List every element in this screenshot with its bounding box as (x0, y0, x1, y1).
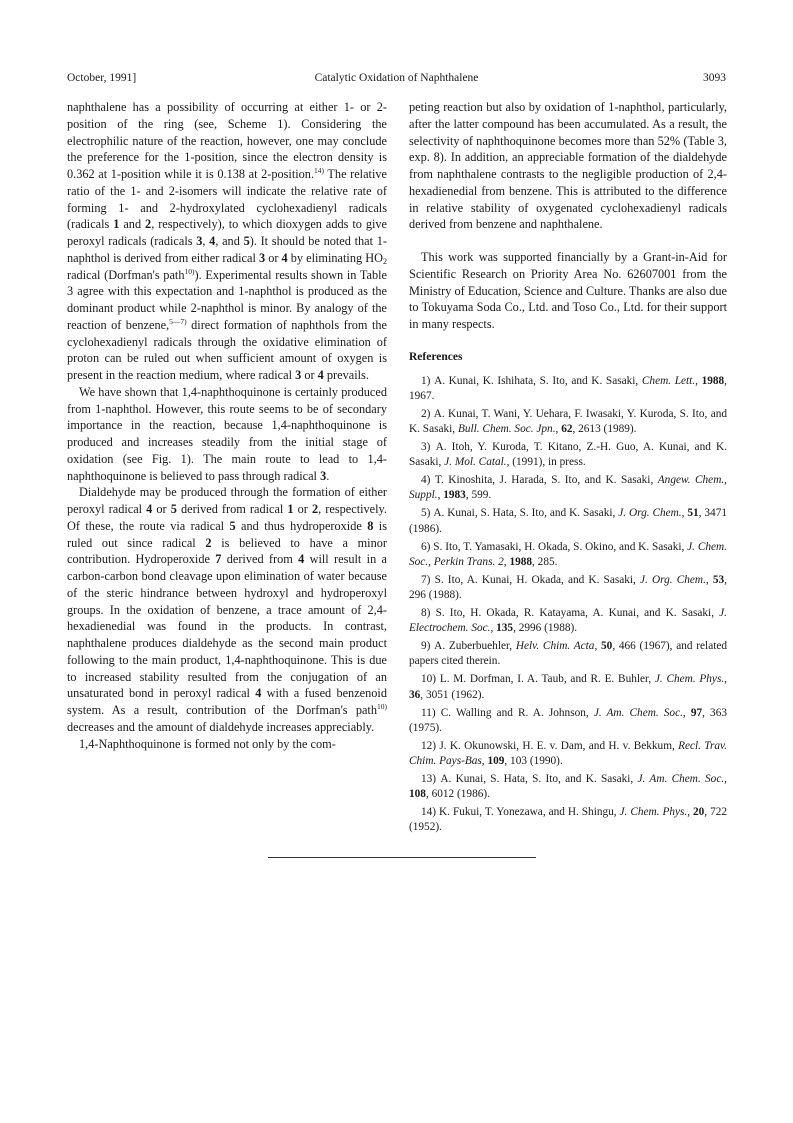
reference-number: 11) (421, 706, 436, 719)
reference-details: , 722 (1952). (409, 806, 728, 834)
reference-authors: K. Fukui, T. Yonezawa, and H. Shingu, (439, 806, 620, 819)
reference-authors: C. Walling and R. A. Johnson, (440, 706, 594, 719)
reference-volume: 20 (693, 806, 705, 819)
reference-item (409, 473, 727, 503)
reference-number: 2) (421, 407, 431, 420)
reference-number: 4) (421, 474, 431, 487)
reference-item (409, 374, 727, 404)
reference-volume: 108 (409, 788, 426, 801)
reference-journal: J. Mol. Catal. (444, 456, 507, 469)
reference-number: 10) (421, 673, 437, 686)
reference-details: , 2996 (1988). (513, 622, 578, 635)
reference-number: 14) (421, 806, 437, 819)
reference-journal: J. Chem. Phys. (654, 673, 725, 686)
reference-journal: Angew. Chem., Suppl. (409, 474, 727, 502)
reference-separator: , (481, 754, 488, 767)
reference-separator: , (724, 772, 727, 785)
reference-journal: J. Org. Chem. (640, 573, 706, 586)
reference-item (409, 772, 727, 802)
reference-number: 3) (421, 440, 431, 453)
reference-authors: A. Kunai, K. Ishihata, S. Ito, and K. Sasaki, (434, 374, 642, 387)
reference-separator: , (555, 422, 562, 435)
reference-separator: , (695, 374, 702, 387)
references-heading: References (409, 350, 463, 363)
reference-authors: T. Kinoshita, J. Harada, S. Ito, and K. Sasaki, (434, 474, 658, 487)
reference-details: , (1991), in press. (506, 456, 586, 469)
reference-details: , 285. (532, 555, 558, 568)
reference-number: 8) (421, 606, 431, 619)
reference-details: , 3051 (1962). (420, 688, 485, 701)
reference-journal: Helv. Chim. Acta (515, 640, 595, 653)
reference-authors: A. Kunai, T. Wani, Y. Uehara, F. Iwasaki, Y. Kuroda, S. Ito, and K. Sasaki, (409, 407, 727, 435)
paragraph-regioselectivity: naphthalene has a possibility of occurring at either 1- or 2-position of the ring (see, Scheme 1). Considering the electrophilic nature of the reaction, however, one may conclude the preference for the 1-position, since the electron density is 0.362 at 1-position while it is 0.138 at 2-position.$^{14)}$ The relative ratio of the 1- and 2-isomers will indicate the relative rate of forming 1- and 2-hydroxylated cyclohexadienyl radicals (radicals 1 and 2, respectively), to which dioxygen adds to give peroxyl radicals (radicals 3, 4, and 5). It should be noted that 1-naphthol is derived from either radical 3 or 4 by eliminating $HO_2$ radical (Dorfman's path$^{10)}$). Experimental results shown in Table 3 agree with this expectation and 1-naphthol is produced as the dominant product while 2-naphthol is minor. By analogy of the reaction of benzene,$^{5—7)}$ direct formation of naphthols from the cyclohexadienyl radicals through the oxidative elimination of proton can be ruled out when sufficient amount of oxygen is present in the reaction medium, where radical 3 or 4 prevails. (67, 100, 388, 382)
reference-details: , 599. (465, 489, 492, 502)
reference-separator: , (437, 489, 444, 502)
reference-journal: Chem. Lett. (641, 374, 696, 387)
reference-authors: S. Ito, T. Yamasaki, H. Okada, S. Okino, and K. Sasaki, (433, 540, 688, 553)
reference-journal: J. Electrochem. Soc. (409, 606, 727, 635)
header-title: Catalytic Oxidation of Naphthalene (314, 72, 479, 84)
reference-item (409, 706, 727, 736)
reference-list (409, 374, 727, 836)
citation: 5—7) (169, 316, 187, 326)
reference-separator: , (687, 806, 693, 819)
reference-volume: 53 (712, 573, 725, 586)
acknowledgment: This work was supported financially by a Grant-in-Aid for Scientific Research on Priority Area No. 62607001 from the Ministry of Education, Science and Culture. Thanks are also due to Tokuyama Soda Co., Ltd. and Toso Co., Ltd. for their support in many respects. (409, 250, 727, 331)
reference-item (409, 440, 727, 470)
reference-details: , 3471 (1986). (409, 507, 727, 535)
header-date: October, 1991] (67, 72, 137, 84)
reference-details: , 6012 (1986). (425, 788, 490, 801)
reference-volume: 1983 (443, 489, 466, 502)
citation: 10) (377, 702, 387, 711)
reference-volume: 50 (601, 640, 613, 653)
reference-item (409, 407, 727, 437)
citation: 14) (314, 166, 325, 175)
reference-journal: Recl. Trav. Chim. Pays-Bas (409, 739, 728, 767)
reference-journal: J. Am. Chem. Soc. (593, 706, 683, 719)
reference-journal: Bull. Chem. Soc. Jpn. (457, 422, 556, 435)
reference-volume: 1988 (509, 555, 533, 568)
reference-journal: J. Chem. Soc., Perkin Trans. 2 (409, 540, 728, 568)
reference-item (409, 540, 727, 570)
reference-separator: , (724, 673, 727, 686)
reference-authors: A. Zuberbuehler, (434, 640, 516, 653)
running-header (67, 72, 726, 88)
reference-item (409, 573, 727, 603)
end-rule (268, 857, 536, 858)
reference-volume: 1988 (701, 374, 725, 387)
reference-details: , 2613 (1989). (572, 422, 637, 435)
reference-authors: S. Ito, H. Okada, R. Katayama, A. Kunai, and K. Sasaki, (435, 606, 720, 619)
paragraph-dialdehyde: Dialdehyde may be produced through the formation of either peroxyl radical 4 or 5 derived from radical 1 or 2, respectively. Of these, the route via radical 5 and thus hydroperoxide 8 is ruled out since radical 2 is believed to have a minor contribution. Hydroperoxide 7 derived from 4 will result in a carbon-carbon bond cleavage upon elimination of water because of the steric hindrance between hydroxyl and hydroperoxyl groups. In the oxidation of benzene, a trace amount of 2,4-hexadienedial was found in the products. In contrast, naphthalene produces dialdehyde as the second main product following to the main product, 1,4-naphthoquinone. This is due to increased stability resulted from the conjugation of an unsaturated bond in peroxyl radical 4 with a fused benzenoid system. As a result, contribution of the Dorfman's path$^{10)}$ decreases and the amount of dialdehyde increases appreciably. (67, 485, 387, 734)
reference-volume: 62 (561, 422, 573, 435)
reference-number: 13) (421, 772, 437, 785)
reference-details: , 103 (1990). (504, 754, 563, 767)
reference-authors: S. Ito, A. Kunai, H. Okada, and K. Sasaki, (434, 573, 640, 586)
reference-number: 1) (421, 374, 431, 387)
reference-separator: , (490, 622, 497, 635)
reference-journal: J. Am. Chem. Soc. (637, 772, 725, 785)
reference-separator: , (594, 640, 602, 653)
reference-journal: J. Chem. Phys. (619, 806, 688, 819)
page-number: 3093 (703, 72, 726, 84)
reference-separator: , (503, 555, 510, 568)
reference-item (409, 639, 727, 669)
reference-details: , 466 (1967), and related papers cited therein. (409, 640, 728, 668)
reference-separator: , (705, 573, 713, 586)
reference-volume: 36 (409, 688, 421, 701)
reference-volume: 97 (690, 706, 703, 719)
paragraph-continued: 1,4-Naphthoquinone is formed not only by the com- (79, 736, 336, 751)
reference-volume: 51 (687, 507, 699, 520)
paragraph-selectivity: peting reaction but also by oxidation of 1-naphthol, particularly, after the latter compound has been accumulated. As a result, the selectivity of naphthoquinone becomes more than 52% (Table 3, exp. 8). In addition, an appreciable formation of the dialdehyde from naphthalene contrasts to the negligible production of 2,4-hexadienedial from benzene. This is attributed to the difference in relative stability of oxygenated cyclohexadienyl radicals derived from benzene and naphthalene. (409, 100, 727, 232)
left-column (67, 99, 387, 752)
reference-item (409, 506, 727, 536)
reference-details: , 1967. (409, 374, 727, 402)
reference-volume: 135 (496, 622, 514, 635)
reference-number: 5) (421, 507, 431, 520)
reference-authors: J. K. Okunowski, H. E. v. Dam, and H. v. Bekkum, (439, 739, 679, 752)
reference-item (409, 606, 727, 636)
right-column (409, 99, 727, 838)
reference-authors: A. Itoh, Y. Kuroda, T. Kitano, Z.-H. Guo, A. Kunai, and K. Sasaki, (409, 440, 727, 469)
reference-details: , 296 (1988). (409, 573, 727, 601)
reference-number: 9) (421, 640, 431, 653)
reference-item (409, 739, 727, 769)
reference-separator: , (682, 706, 691, 719)
reference-item (409, 805, 727, 835)
citation: 10) (184, 266, 195, 276)
reference-separator: , (681, 507, 688, 520)
paragraph-naphthoquinone-route: We have shown that 1,4-naphthoquinone is certainly produced from 1-naphthol. However, this route seems to be of secondary importance in the reaction, because 1,4-naphthoquinone is produced and increases steadily from the initial stage of oxidation (see Fig. 1). The main route to lead to 1,4-naphthoquinone is believed to pass through radical 3. (67, 384, 387, 483)
reference-number: 6) (421, 540, 431, 553)
reference-number: 7) (421, 573, 431, 586)
reference-authors: L. M. Dorfman, I. A. Taub, and R. E. Buhler, (439, 673, 655, 686)
reference-authors: A. Kunai, S. Hata, S. Ito, and K. Sasaki, (433, 507, 619, 520)
reference-authors: A. Kunai, S. Hata, S. Ito, and K. Sasaki, (440, 772, 638, 785)
reference-number: 12) (421, 739, 437, 752)
reference-details: , 363 (1975). (409, 706, 727, 734)
reference-journal: J. Org. Chem. (618, 507, 682, 520)
reference-item (409, 672, 727, 702)
reference-volume: 109 (487, 754, 505, 767)
